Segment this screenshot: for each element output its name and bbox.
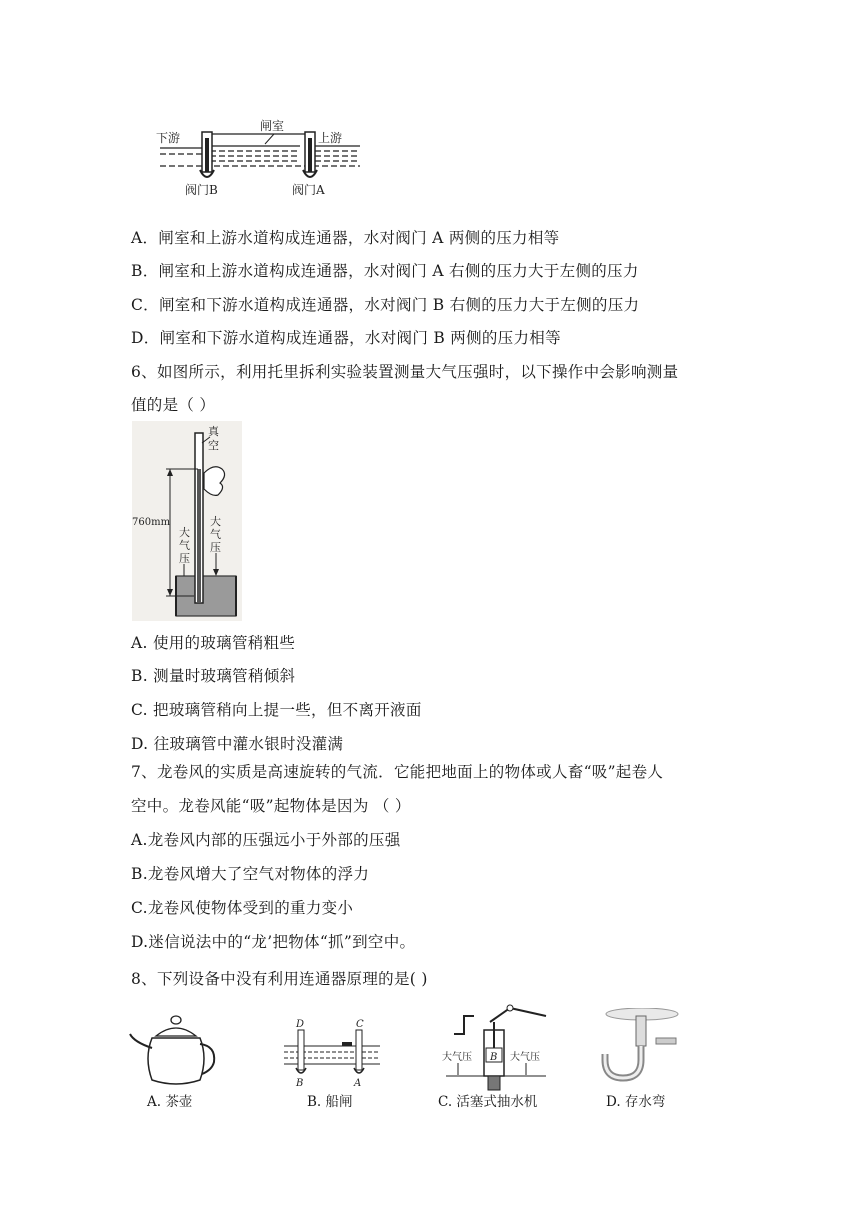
ship-lock-figure [150, 118, 370, 200]
pump-label-b: B [490, 1052, 498, 1063]
q7-stem-line2: 空中。龙卷风能“吸”起物体是因为 （ ） [131, 797, 411, 815]
lock-label-a: A [354, 1078, 362, 1088]
ship-lock-small-figure [282, 1016, 382, 1088]
q8-caption-b: B. 船闸 [307, 1094, 353, 1110]
teapot-figure [126, 1014, 222, 1090]
lock-label-b: B [296, 1078, 304, 1088]
atm-left-3: 压 [179, 552, 190, 565]
lock-label-d: D [296, 1019, 305, 1030]
piston-pump-figure [440, 1000, 552, 1092]
atm-right-2: 气 [210, 528, 221, 541]
label-valve-a: 阀门A [292, 183, 325, 197]
q8-caption-c: C. 活塞式抽水机 [438, 1094, 538, 1110]
q6-stem-line1: 6、如图所示，利用托里拆利实验装置测量大气压强时，以下操作中会影响测量 [131, 363, 679, 381]
q8-caption-d: D. 存水弯 [606, 1094, 666, 1110]
q5-option-c: C．闸室和下游水道构成连通器，水对阀门 B 右侧的压力大于左侧的压力 [131, 296, 640, 314]
label-760mm: 760mm [132, 517, 171, 528]
q6-option-c: C. 把玻璃管稍向上提一些，但不离开液面 [131, 701, 422, 719]
label-valve-b: 阀门B [185, 183, 218, 197]
q5-option-b: B．闸室和上游水道构成连通器，水对阀门 A 右侧的压力大于左侧的压力 [131, 262, 639, 280]
pump-atm-right: 大气压 [510, 1052, 540, 1063]
atm-left-1: 大 [179, 526, 190, 539]
torricelli-figure [132, 421, 242, 621]
q7-stem-line1: 7、龙卷风的实质是高速旋转的气流．它能把地面上的物体或人畜“吸”起卷人 [131, 763, 664, 781]
q6-option-d: D. 往玻璃管中灌水银时没灌满 [131, 735, 344, 753]
q8-caption-a: A. 茶壶 [147, 1094, 193, 1110]
label-vacuum-1: 真 [208, 425, 219, 438]
drain-trap-figure [596, 1008, 682, 1088]
label-upstream: 上游 [318, 131, 343, 145]
q6-option-a: A. 使用的玻璃管稍粗些 [131, 634, 296, 652]
label-downstream: 下游 [156, 131, 181, 145]
lock-label-c: C [356, 1019, 364, 1030]
q5-option-d: D．闸室和下游水道构成连通器，水对阀门 B 两侧的压力相等 [131, 329, 561, 347]
q8-stem: 8、下列设备中没有利用连通器原理的是( ) [131, 970, 428, 988]
q7-option-b: B.龙卷风增大了空气对物体的浮力 [131, 865, 370, 883]
q6-option-b: B. 测量时玻璃管稍倾斜 [131, 667, 296, 685]
atm-right-3: 压 [210, 541, 221, 554]
atm-left-2: 气 [179, 539, 190, 552]
q7-option-a: A.龙卷风内部的压强远小于外部的压强 [131, 831, 401, 849]
atm-right-1: 大 [210, 515, 221, 528]
q5-option-a: A．闸室和上游水道构成连通器，水对阀门 A 两侧的压力相等 [131, 229, 560, 247]
q7-option-c: C.龙卷风使物体受到的重力变小 [131, 899, 354, 917]
label-lock-chamber: 闸室 [260, 119, 285, 133]
label-vacuum-2: 空 [208, 439, 219, 452]
pump-atm-left: 大气压 [442, 1052, 472, 1063]
q7-option-d: D.迷信说法中的“龙’把物体“抓”到空中。 [131, 933, 416, 951]
q6-stem-line2: 值的是（ ） [131, 396, 216, 414]
